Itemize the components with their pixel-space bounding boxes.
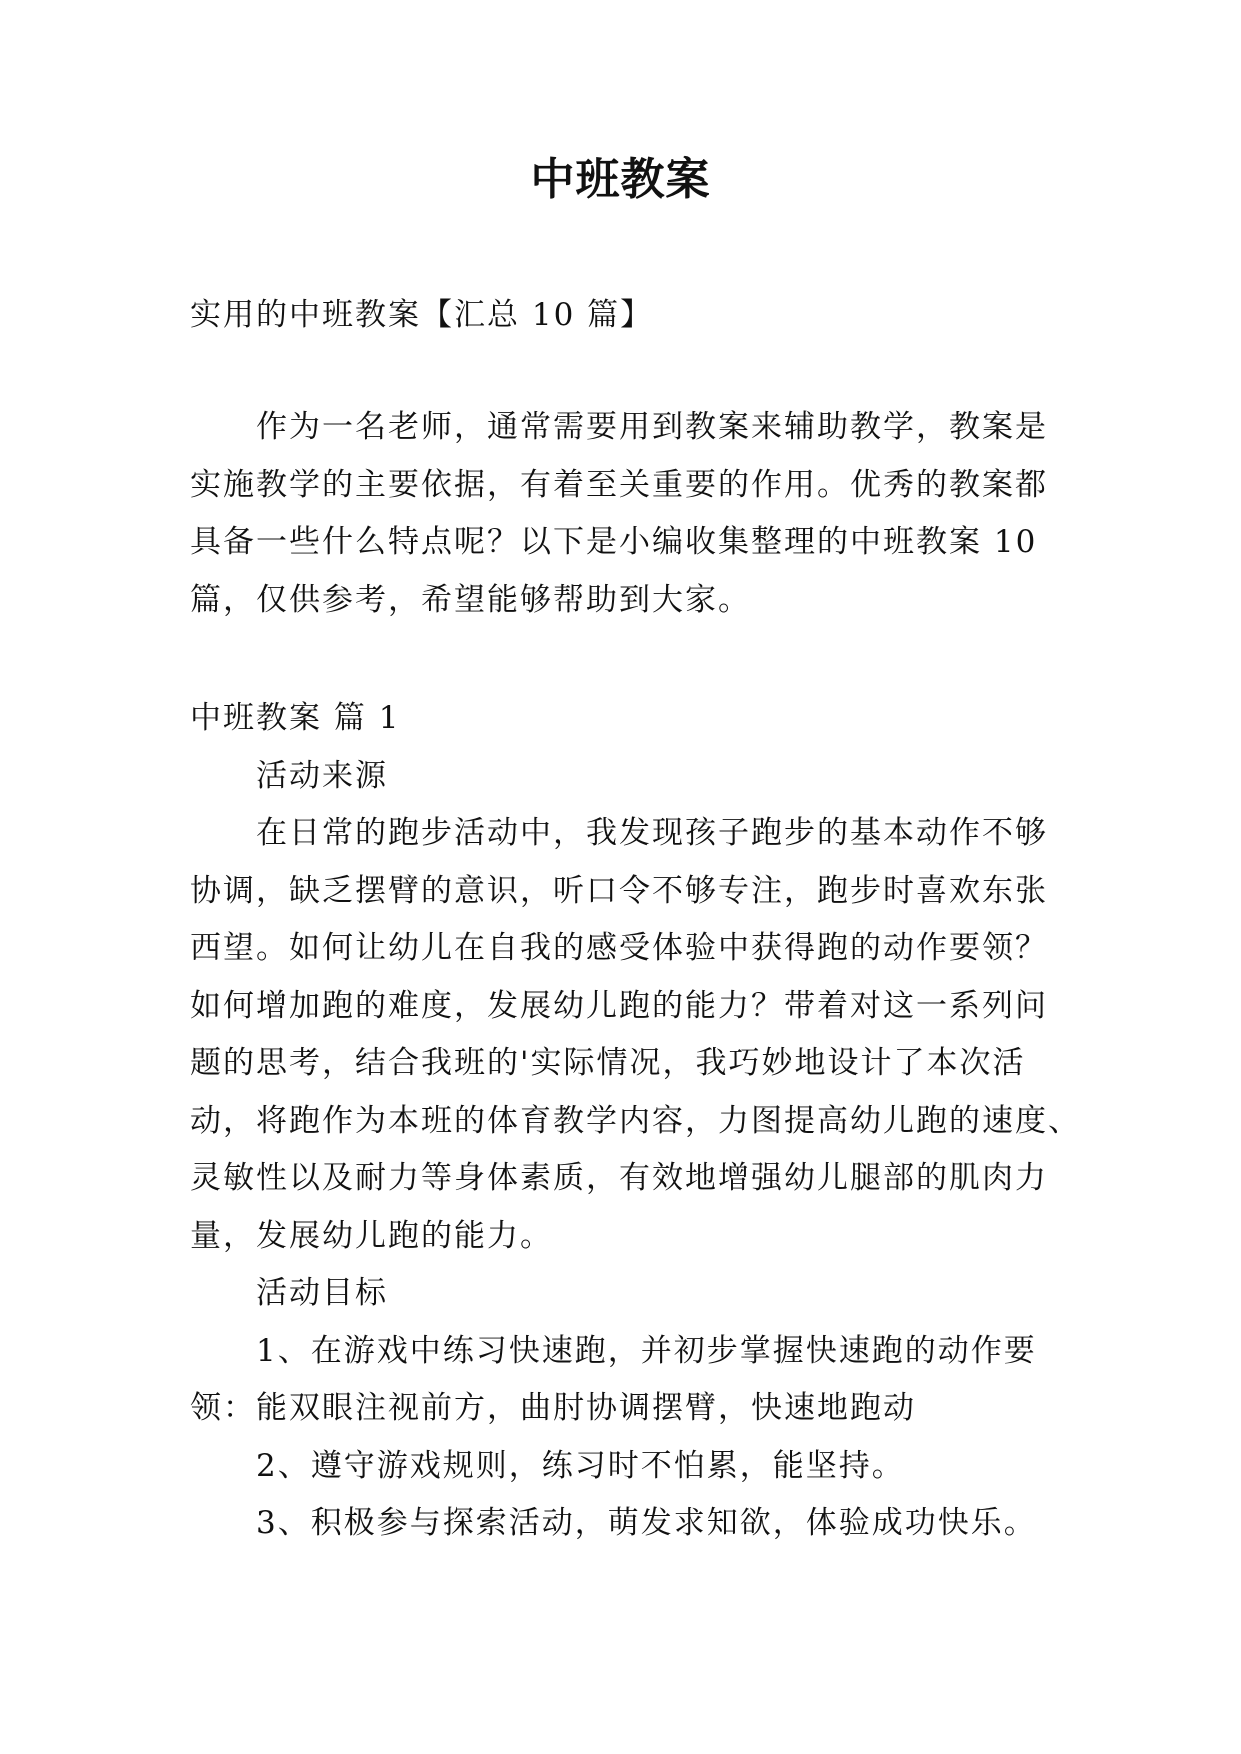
section-1 bbox=[190, 690, 1081, 1553]
source-line: 动，将跑作为本班的体育教学内容，力图提高幼儿跑的速度、 bbox=[190, 1102, 1081, 1139]
subtitle-line: 实用的中班教案【汇总 10 篇】 bbox=[190, 297, 654, 333]
goal-1-line: 领：能双眼注视前方，曲肘协调摆臂，快速地跑动 bbox=[190, 1390, 916, 1426]
document-subtitle bbox=[190, 287, 1070, 345]
intro-line: 篇，仅供参考，希望能够帮助到大家。 bbox=[190, 581, 751, 618]
intro-paragraph bbox=[190, 399, 1070, 629]
source-line: 协调，缺乏摆臂的意识，听口令不够专注，跑步时喜欢东张 bbox=[190, 872, 1048, 909]
goal-3-line: 3、积极参与探索活动，萌发求知欲，体验成功快乐。 bbox=[256, 1505, 1037, 1541]
goal-2-line: 2、遵守游戏规则，练习时不怕累，能坚持。 bbox=[256, 1447, 905, 1484]
source-line: 如何增加跑的难度，发展幼儿跑的能力？带着对这一系列问 bbox=[190, 987, 1048, 1024]
source-line: 在日常的跑步活动中，我发现孩子跑步的基本动作不够 bbox=[256, 815, 1048, 851]
document-title: 中班教案 bbox=[530, 154, 711, 205]
activity-goals-heading: 活动目标 bbox=[256, 1275, 388, 1311]
intro-line: 实施教学的主要依据，有着至关重要的作用。优秀的教案都 bbox=[190, 466, 1048, 503]
source-line: 题的思考，结合我班的'实际情况，我巧妙地设计了本次活 bbox=[190, 1045, 1026, 1081]
goal-1-line: 1、在游戏中练习快速跑，并初步掌握快速跑的动作要 bbox=[256, 1332, 1037, 1369]
source-line: 西望。如何让幼儿在自我的感受体验中获得跑的动作要领？ bbox=[190, 930, 1048, 966]
source-line: 量，发展幼儿跑的能力。 bbox=[190, 1217, 553, 1254]
source-line: 灵敏性以及耐力等身体素质，有效地增强幼儿腿部的肌肉力 bbox=[190, 1160, 1048, 1196]
section-heading: 中班教案 篇 1 bbox=[190, 700, 401, 736]
intro-line: 具备一些什么特点呢？以下是小编收集整理的中班教案 10 bbox=[190, 524, 1038, 560]
activity-source-heading: 活动来源 bbox=[256, 757, 388, 794]
intro-line: 作为一名老师，通常需要用到教案来辅助教学，教案是 bbox=[256, 409, 1048, 445]
